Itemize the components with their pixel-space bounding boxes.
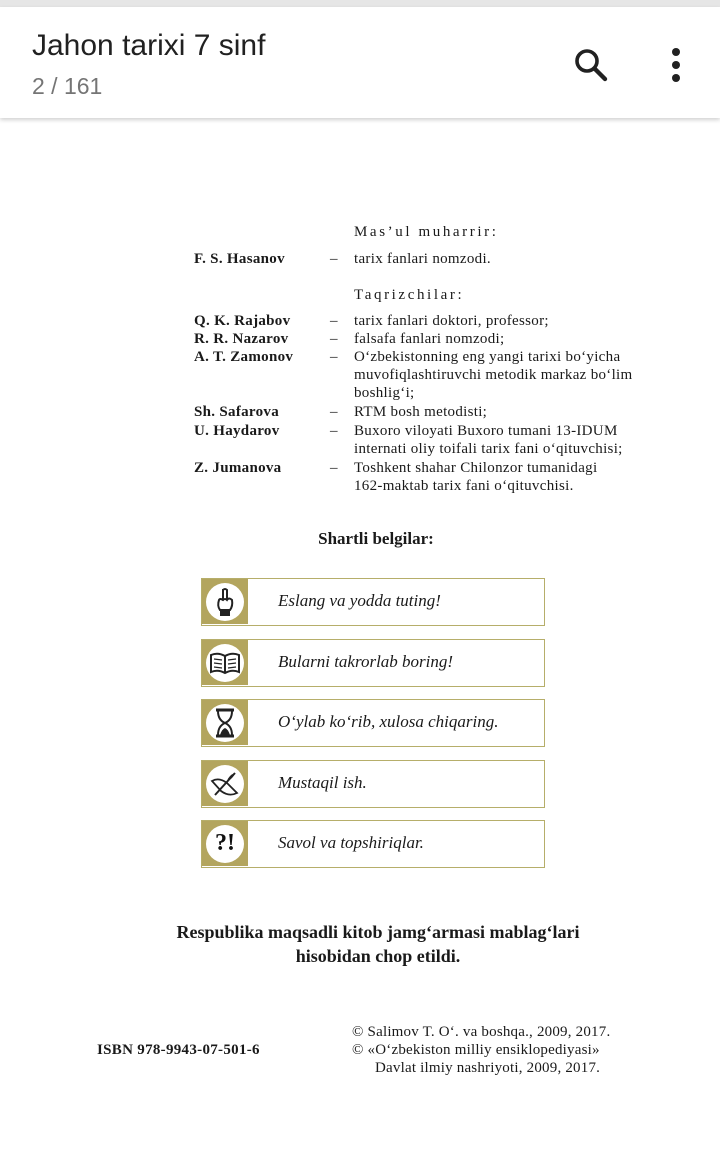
reviewer-name: R. R. Nazarov [194,331,289,347]
legend-icon-frame [202,821,248,866]
funding-line: hisobidan chop etildi. [295,946,461,966]
reviewer-name: Sh. Safarova [194,404,280,420]
legend-icon-frame [202,640,248,685]
dash: – [330,331,338,347]
legend-icon-frame [202,761,248,806]
hourglass-icon [206,704,244,742]
legend-item [201,639,545,687]
description-line: falsafa fanlari nomzodi; [354,331,505,347]
legend-text: Eslang va yodda tuting! [278,591,441,610]
dash: – [330,349,338,365]
copyright-block [352,1023,610,1077]
legend-icon-frame [202,700,248,745]
description-line: RTM bosh metodisti; [354,404,488,420]
description-line: internati oliy toifali tarix fani o‘qituvchisi; [354,441,623,457]
question-exclamation-icon [206,825,244,863]
quill-paper-icon [206,765,244,803]
page-indicator: 2 / 161 [32,73,103,99]
app-bar [0,7,720,118]
editor-description [354,250,664,268]
legend-icon-frame [202,579,248,624]
isbn: ISBN 978-9943-07-501-6 [97,1042,260,1058]
legend-text: Mustaqil ish. [278,773,367,792]
copyright-line: © Salimov T. O‘. va boshqa., 2009, 2017. [352,1024,611,1040]
copyright-line: © «O‘zbekiston milliy ensiklopediyasi» [352,1042,600,1058]
legend-text: Savol va topshiriqlar. [278,833,424,852]
legend-text: Bularni takrorlab boring! [278,652,454,671]
more-options-button[interactable] [653,42,699,88]
reviewers-heading: Taqrizchilar: [354,287,465,303]
legend-item [201,820,545,868]
description-line: muvofiqlashtiruvchi metodik markaz bo‘lim [354,367,633,383]
search-icon [573,47,609,83]
document-title: Jahon tarixi 7 sinf [32,29,266,62]
status-bar [0,0,720,7]
reviewer-name: A. T. Zamonov [194,349,294,365]
legend-item [201,699,545,747]
reviewer-description [354,459,664,495]
description-line: tarix fanlari nomzodi. [354,251,491,267]
reviewer-description [354,348,664,402]
copyright-line: Davlat ilmiy nashriyoti, 2009, 2017. [375,1060,601,1076]
dash: – [330,404,338,420]
dash: – [330,423,338,439]
reviewer-description [354,422,664,458]
open-book-icon [206,644,244,682]
description-line: O‘zbekistonning eng yangi tarixi bo‘yicha [354,349,621,365]
reviewer-name: Z. Jumanova [194,460,282,476]
funding-note [0,920,720,968]
reviewer-description [354,312,664,330]
more-vert-icon [670,47,682,83]
reviewer-name: U. Haydarov [194,423,280,439]
search-button[interactable] [568,42,614,88]
reviewer-description [354,403,664,421]
pointing-hand-icon [206,583,244,621]
description-line: Toshkent shahar Chilonzor tumanidagi [354,460,598,476]
description-line: Buxoro viloyati Buxoro tumani 13-IDUM [354,423,618,439]
description-line: 162-maktab tarix fani o‘qituvchisi. [354,478,574,494]
reviewer-name: Q. K. Rajabov [194,313,291,329]
description-line: tarix fanlari doktori, professor; [354,313,549,329]
legend-item [201,578,545,626]
editor-heading: Mas’ul muharrir: [354,224,499,240]
dash: – [330,313,338,329]
funding-line: Respublika maqsadli kitob jamg‘armasi mablag‘lari [176,922,580,942]
legend-text: O‘ylab ko‘rib, xulosa chiqaring. [278,712,499,731]
question-exclamation-glyph: ?! [215,830,235,856]
dash: – [330,460,338,476]
legend-item [201,760,545,808]
legend-title: Shartli belgilar: [318,529,434,548]
editor-name: F. S. Hasanov [194,251,285,267]
reviewer-description [354,330,664,348]
description-line: boshlig‘i; [354,385,415,401]
book-page [0,120,720,1169]
dash: – [330,251,338,267]
